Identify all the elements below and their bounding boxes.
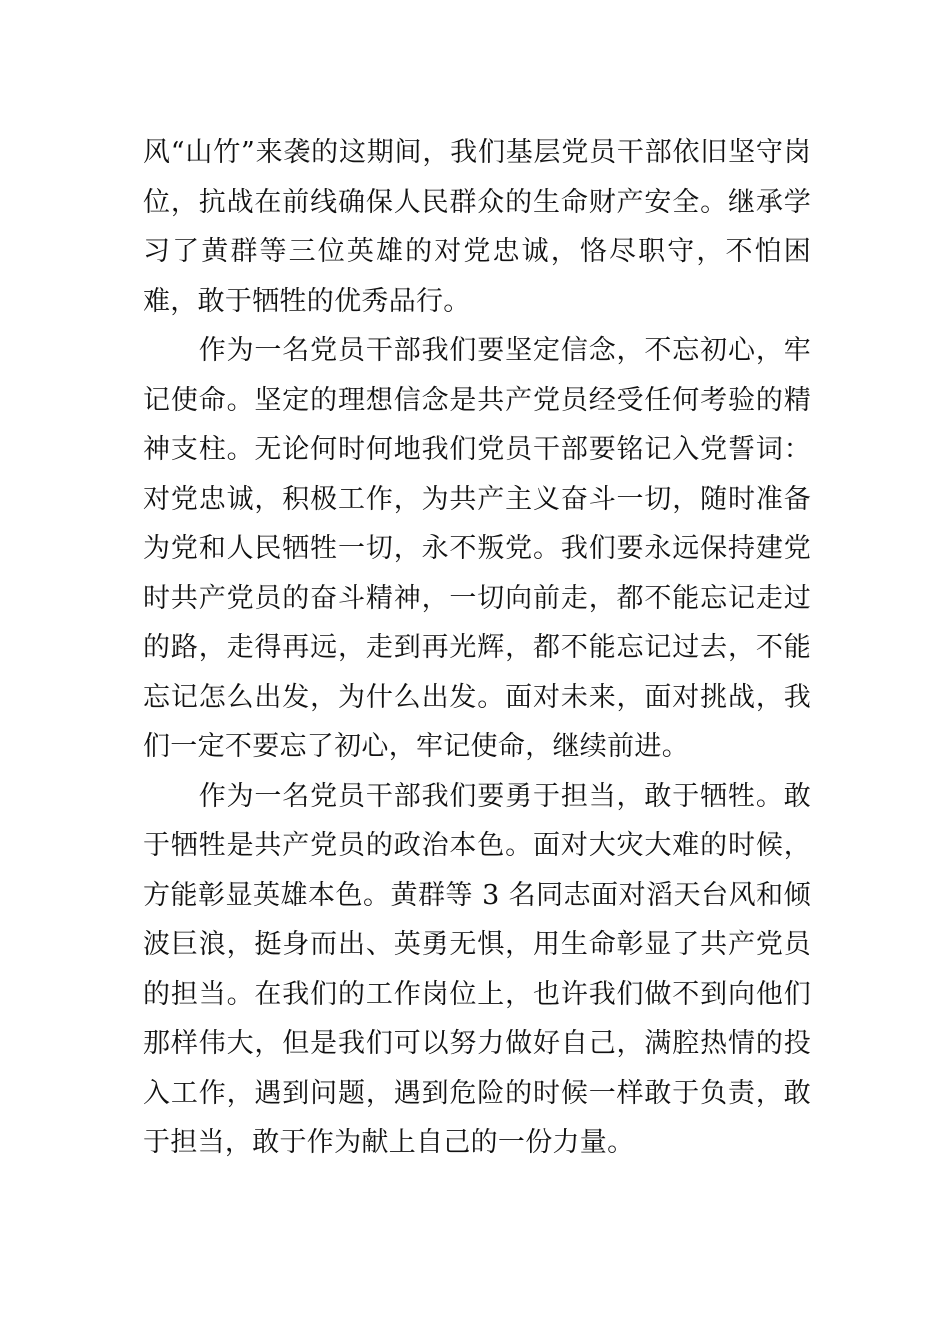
paragraph-2: 作为一名党员干部我们要坚定信念，不忘初心，牢记使命。坚定的理想信念是共产党员经受任何考验的精神支柱。无论何时何地我们党员干部要铭记入党誓词：对党忠诚，积极工作，为共产主义奋斗一切，随时准备为党和人民牺牲一切，永不叛党。我们要永远保持建党时共产党员的奋斗精神，一切向前走，都不能忘记走过的路，走得再远，走到再光辉，都不能忘记过去，不能忘记怎么出发，为什么出发。面对未来，面对挑战，我们一定不要忘了初心，牢记使命，继续前进。	[143, 335, 811, 762]
paragraph-3: 作为一名党员干部我们要勇于担当，敢于牺牲。敢于牺牲是共产党员的政治本色。面对大灾大难的时候，方能彰显英雄本色。黄群等 3 名同志面对滔天台风和倾波巨浪，挺身而出、英勇无惧，用生命彰显了共产党员的担当。在我们的工作岗位上，也许我们做不到向他们那样伟大，但是我们可以努力做好自己，满腔热情的投入工作，遇到问题，遇到危险的时候一样敢于负责，敢于担当，敢于作为献上自己的一份力量。	[143, 780, 811, 1158]
document-body	[143, 128, 811, 1168]
paragraph-1: 风“山竹”来袭的这期间，我们基层党员干部依旧坚守岗位，抗战在前线确保人民群众的生命财产安全。继承学习了黄群等三位英雄的对党忠诚，恪尽职守，不怕困难，敢于牺牲的优秀品行。	[143, 137, 811, 317]
